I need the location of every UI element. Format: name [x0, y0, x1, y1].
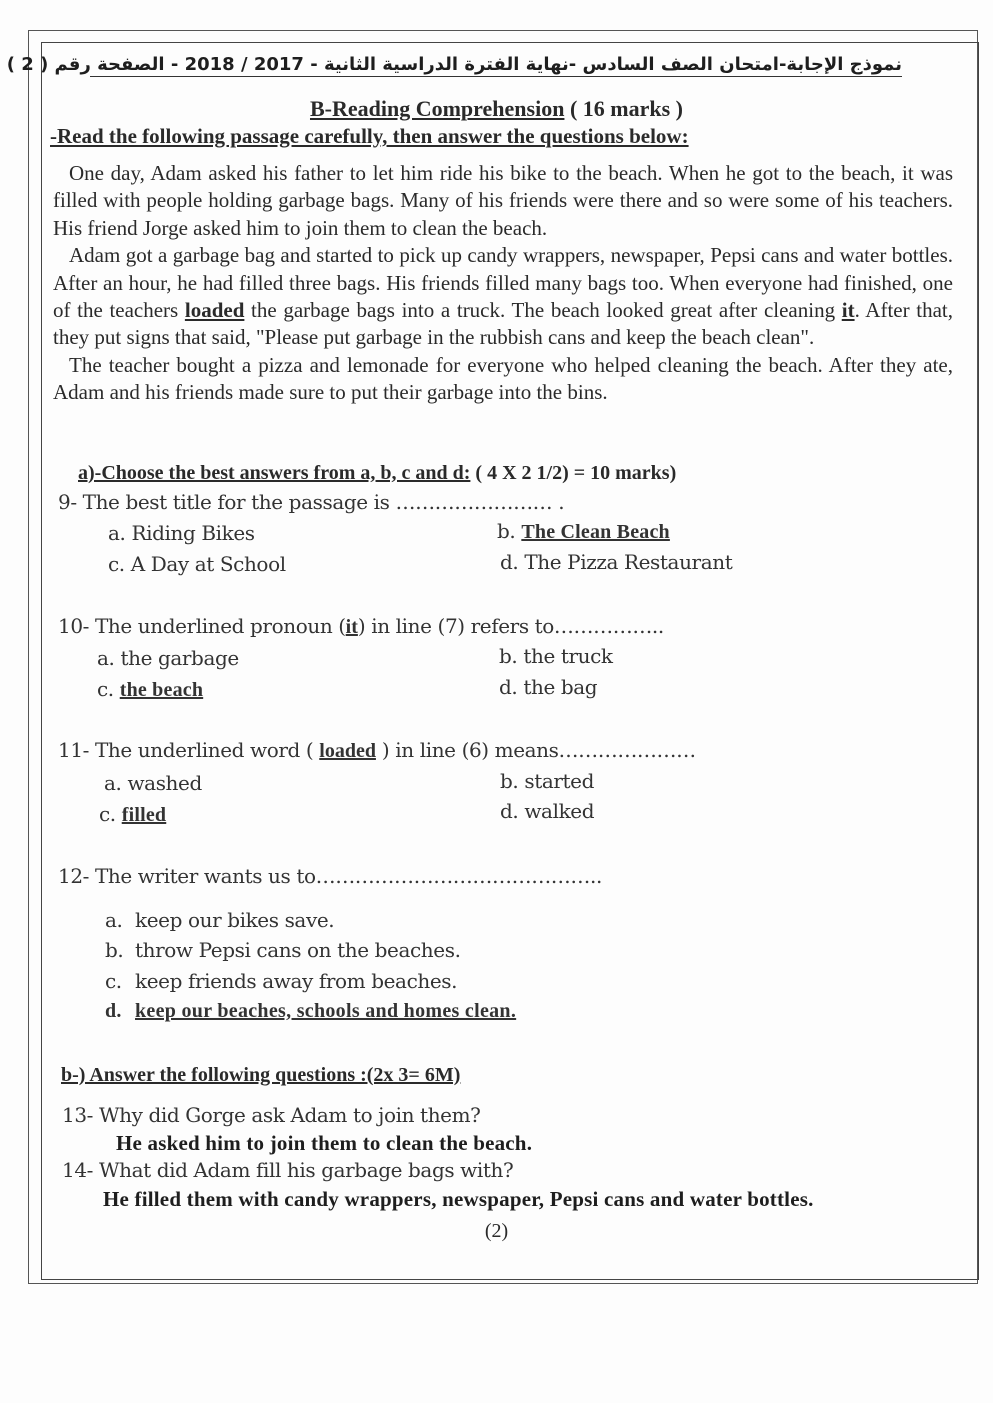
exam-header: نموذج الإجابة-امتحان الصف السادس -نهاية الفترة الدراسية الثانية - 2017 / 2018 - الصفحة رقم ( 2 )	[6, 54, 902, 75]
question-13: 13- Why did Gorge ask Adam to join them?	[62, 1103, 481, 1127]
passage-paragraph-2	[53, 242, 953, 352]
option-text: the bag	[523, 675, 598, 699]
option-letter: b.	[499, 644, 524, 668]
option-letter: b.	[105, 938, 124, 962]
q12-option-b	[105, 938, 461, 962]
q12-option-d	[105, 1000, 516, 1023]
q9-option-a	[108, 521, 255, 545]
part-a-heading	[78, 462, 676, 485]
option-text: the garbage	[120, 646, 239, 670]
reading-passage	[53, 160, 953, 407]
option-text: The Pizza Restaurant	[524, 550, 733, 574]
option-letter: d.	[499, 675, 524, 699]
option-letter: a.	[104, 771, 128, 795]
section-title-label: B-Reading Comprehension	[309, 96, 565, 121]
q11-option-a	[104, 771, 202, 795]
question-10	[58, 614, 664, 639]
question-text: ) in line (6) means…………………	[375, 738, 696, 762]
q9-option-d	[500, 550, 732, 574]
passage-paragraph-3: The teacher bought a pizza and lemonade for everyone who helped cleaning the beach. After they ate, Adam and his friends made sure to put their garbage into the bins.	[53, 352, 953, 405]
option-letter: b.	[497, 519, 522, 543]
question-9: 9- The best title for the passage is …………………… .	[58, 490, 565, 514]
q10-option-b	[499, 644, 613, 668]
question-text: ) in line (7) refers to……………..	[357, 614, 664, 638]
correct-answer: filled	[121, 804, 167, 826]
option-letter: c.	[99, 802, 122, 826]
option-text: Riding Bikes	[131, 521, 255, 545]
correct-answer: keep our beaches, schools and homes clean.	[135, 1000, 517, 1022]
section-title	[0, 96, 993, 122]
option-text: throw Pepsi cans on the beaches.	[135, 938, 461, 962]
instruction: -Read the following passage carefully, then answer the questions below:	[50, 124, 689, 148]
answer-14: He filled them with candy wrappers, newspaper, Pepsi cans and water bottles.	[103, 1187, 814, 1211]
q10-option-a	[97, 646, 239, 670]
option-text: walked	[524, 799, 595, 823]
question-12: 12- The writer wants us to……………………………………..	[58, 864, 602, 888]
underlined-word: loaded	[319, 740, 376, 762]
option-letter: c.	[97, 677, 120, 701]
q11-option-b	[500, 769, 594, 793]
option-letter: c.	[105, 969, 122, 993]
q11-option-c	[99, 802, 166, 827]
option-text: the truck	[523, 644, 613, 668]
option-letter: a.	[97, 646, 121, 670]
page-number: (2)	[484, 1220, 509, 1242]
q10-option-c	[97, 677, 203, 702]
underlined-word: it	[345, 616, 358, 638]
correct-answer: the beach	[119, 679, 204, 701]
q9-option-b	[497, 519, 670, 544]
option-letter: d.	[105, 1000, 122, 1022]
option-letter: d.	[500, 799, 525, 823]
correct-answer: The Clean Beach	[521, 521, 670, 543]
passage-text: . After that, they put signs that said, "Please put garbage in the rubbish cans and keep the beach clean".	[53, 298, 953, 350]
answer-13: He asked him to join them to clean the beach.	[116, 1131, 533, 1155]
option-text: keep our bikes save.	[135, 908, 335, 932]
part-a-marks: ( 4 X 2 1/2) = 10 marks)	[470, 462, 677, 484]
passage-text: Adam got a garbage bag and started to pick up candy wrappers, newspaper, Pepsi cans and water bottles. After an hour, he had filled three bags. His friends filled many bags too. When everyone had finished, one of the teachers	[53, 243, 953, 323]
option-letter: d.	[500, 550, 525, 574]
question-text: 11- The underlined word (	[58, 738, 320, 762]
q11-option-d	[500, 799, 594, 823]
question-text: 10- The underlined pronoun (	[58, 614, 346, 638]
option-text: A Day at School	[130, 552, 286, 576]
question-11	[58, 738, 696, 763]
part-b-heading: b-) Answer the following questions :(2x 3= 6M)	[61, 1064, 461, 1086]
option-letter: c.	[108, 552, 131, 576]
q9-option-c	[108, 552, 286, 576]
option-text: started	[524, 769, 594, 793]
question-14: 14- What did Adam fill his garbage bags with?	[62, 1158, 514, 1182]
passage-text: the garbage bags into a truck. The beach looked great after cleaning	[244, 298, 842, 323]
passage-paragraph-1: One day, Adam asked his father to let him ride his bike to the beach. When he got to the beach, it was filled with people holding garbage bags. Many of his friends were there and so were some of his teachers. His friend Jorge asked him to join them to clean the beach.	[53, 161, 953, 240]
underlined-word-loaded: loaded	[184, 298, 245, 323]
q12-option-a	[105, 908, 334, 932]
q12-option-c	[105, 969, 457, 993]
option-letter: a.	[108, 521, 132, 545]
underlined-word-it: it	[841, 298, 855, 323]
option-letter: b.	[500, 769, 525, 793]
option-text: keep friends away from beaches.	[135, 969, 458, 993]
part-a-label: a)-Choose the best answers from a, b, c and d:	[78, 462, 471, 484]
q10-option-d	[499, 675, 597, 699]
option-letter: a.	[105, 908, 123, 932]
option-text: washed	[127, 771, 202, 795]
section-title-marks: ( 16 marks )	[564, 96, 683, 121]
